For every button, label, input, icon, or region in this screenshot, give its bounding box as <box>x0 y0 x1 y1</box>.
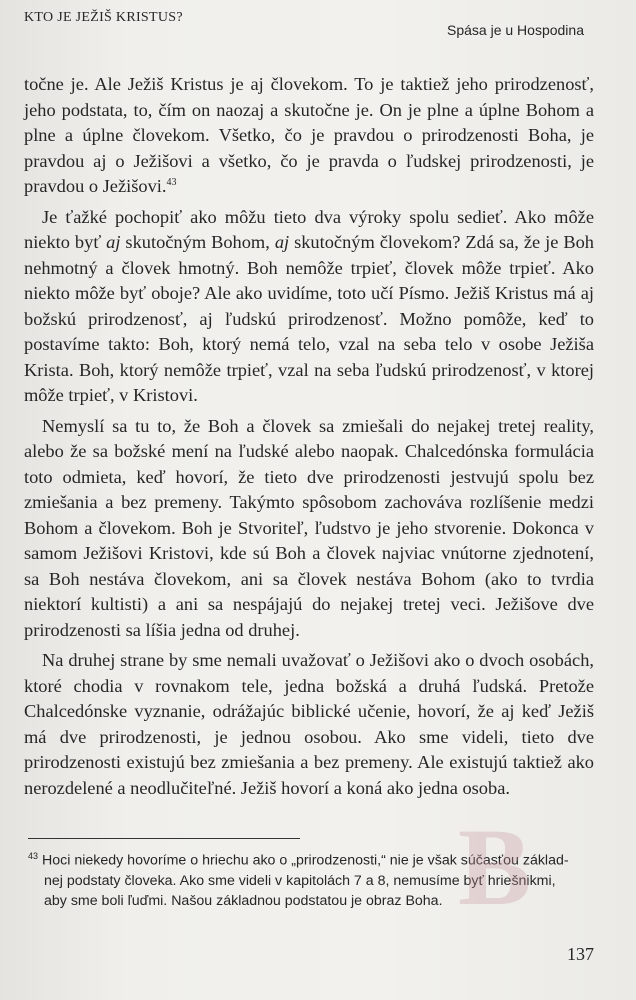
running-head-chapter: KTO JE JEŽIŠ KRISTUS? <box>24 10 183 25</box>
footnote-line-2: nej podstaty človeka. Ako sme videli v kapitolách 7 a 8, nemusíme byť hriešnikmi, <box>44 872 556 889</box>
body-text <box>24 72 594 801</box>
footnote-number: 43 <box>28 851 39 861</box>
paragraph-4: Na druhej strane by sme nemali uvažovať o Ježišovi ako o dvoch osobách, ktoré chodia v rovnakom tele, jedna božská a druhá ľudská. Pretože Chalcedónske vyznanie, odrážajúc biblické učenie, hovorí, že aj keď Ježiš má dve prirodzenosti, je jednou osobou. Ako sme videli, tieto dve prirodzenosti existujú bez zmiešania a bez premeny. Ale existujú taktiež ako nerozdelené a neodlučiteľné. Ježiš hovorí a koná ako jedna osoba. <box>24 650 594 798</box>
footnote-divider <box>28 838 300 839</box>
publisher-watermark-logo: B <box>458 806 532 928</box>
page-number: 137 <box>567 944 594 964</box>
footnote-line-3: aby sme boli ľuďmi. Našou základnou podstatou je obraz Boha. <box>44 892 443 909</box>
emphasis-aj: aj <box>106 232 121 252</box>
emphasis-aj: aj <box>274 232 290 252</box>
paragraph-1 <box>24 72 594 200</box>
paragraph-3: Nemyslí sa tu to, že Boh a človek sa zmiešali do nejakej tretej reality, alebo že sa božské mení na ľudské alebo naopak. Chalcedónska formulácia toto odmieta, keď hovorí, že tieto dve prirodzenosti jestvujú spolu bez zmiešania a bez premeny. Takýmto spôsobom zachováva rozlíšenie medzi Bohom a človekom. Boh je Stvoriteľ, ľudstvo je jeho stvorenie. Dokonca v samom Ježišovi Kristovi, kde sú Boh a človek najviac vnútorne zjednotení, sa Boh nestáva človekom, ani sa človek nestáva Bohom (ako to tvrdia niektorí kultisti) a ani sa nespájajú do nejakej tretej veci. Ježišove dve prirodzenosti sa líšia jedna od druhej. <box>24 415 594 640</box>
running-head-section: Spása je u Hospodina <box>447 22 584 38</box>
footnote-reference[interactable]: 43 <box>166 176 177 188</box>
footnote-line-1: Hoci niekedy hovoríme o hriechu ako o „prirodzenosti,“ nie je však súčasťou základ- <box>42 852 569 869</box>
paragraph-1-text: točne je. Ale Ježiš Kristus je aj človekom. To je taktiež jeho prirodzenosť, jeho podstata, to, čím on naozaj a skutočne je. On je plne a úplne Bohom a plne a úplne človekom. Všetko, čo je pravdou o prirodzenosti Boha, je pravdou aj o Ježišovi a všetko, čo je pravda o ľudskej prirodzenosti, je pravdou o Ježišovi. <box>24 74 594 196</box>
paragraph-2: Je ťažké pochopiť ako môžu tieto dva výroky spolu sedieť. Ako môže niekto byť aj skutočným Bohom, aj skutočným človekom? Zdá sa, že je Boh nehmotný a človek hmotný. Boh nemôže trpieť, človek môže trpieť. Ako niekto môže byť oboje? Ale ako uvidíme, toto učí Písmo. Ježiš Kristus má aj božskú prirodzenosť, aj ľudskú prirodzenosť. Možno pomôže, keď to postavíme takto: Boh, ktorý nemá telo, vzal na seba telo v osobe Ježiša Krista. Boh, ktorý nemôže trpieť, vzal na seba ľudskú prirodzenosť, v ktorej môže trpieť, v Kristovi. <box>24 206 594 405</box>
